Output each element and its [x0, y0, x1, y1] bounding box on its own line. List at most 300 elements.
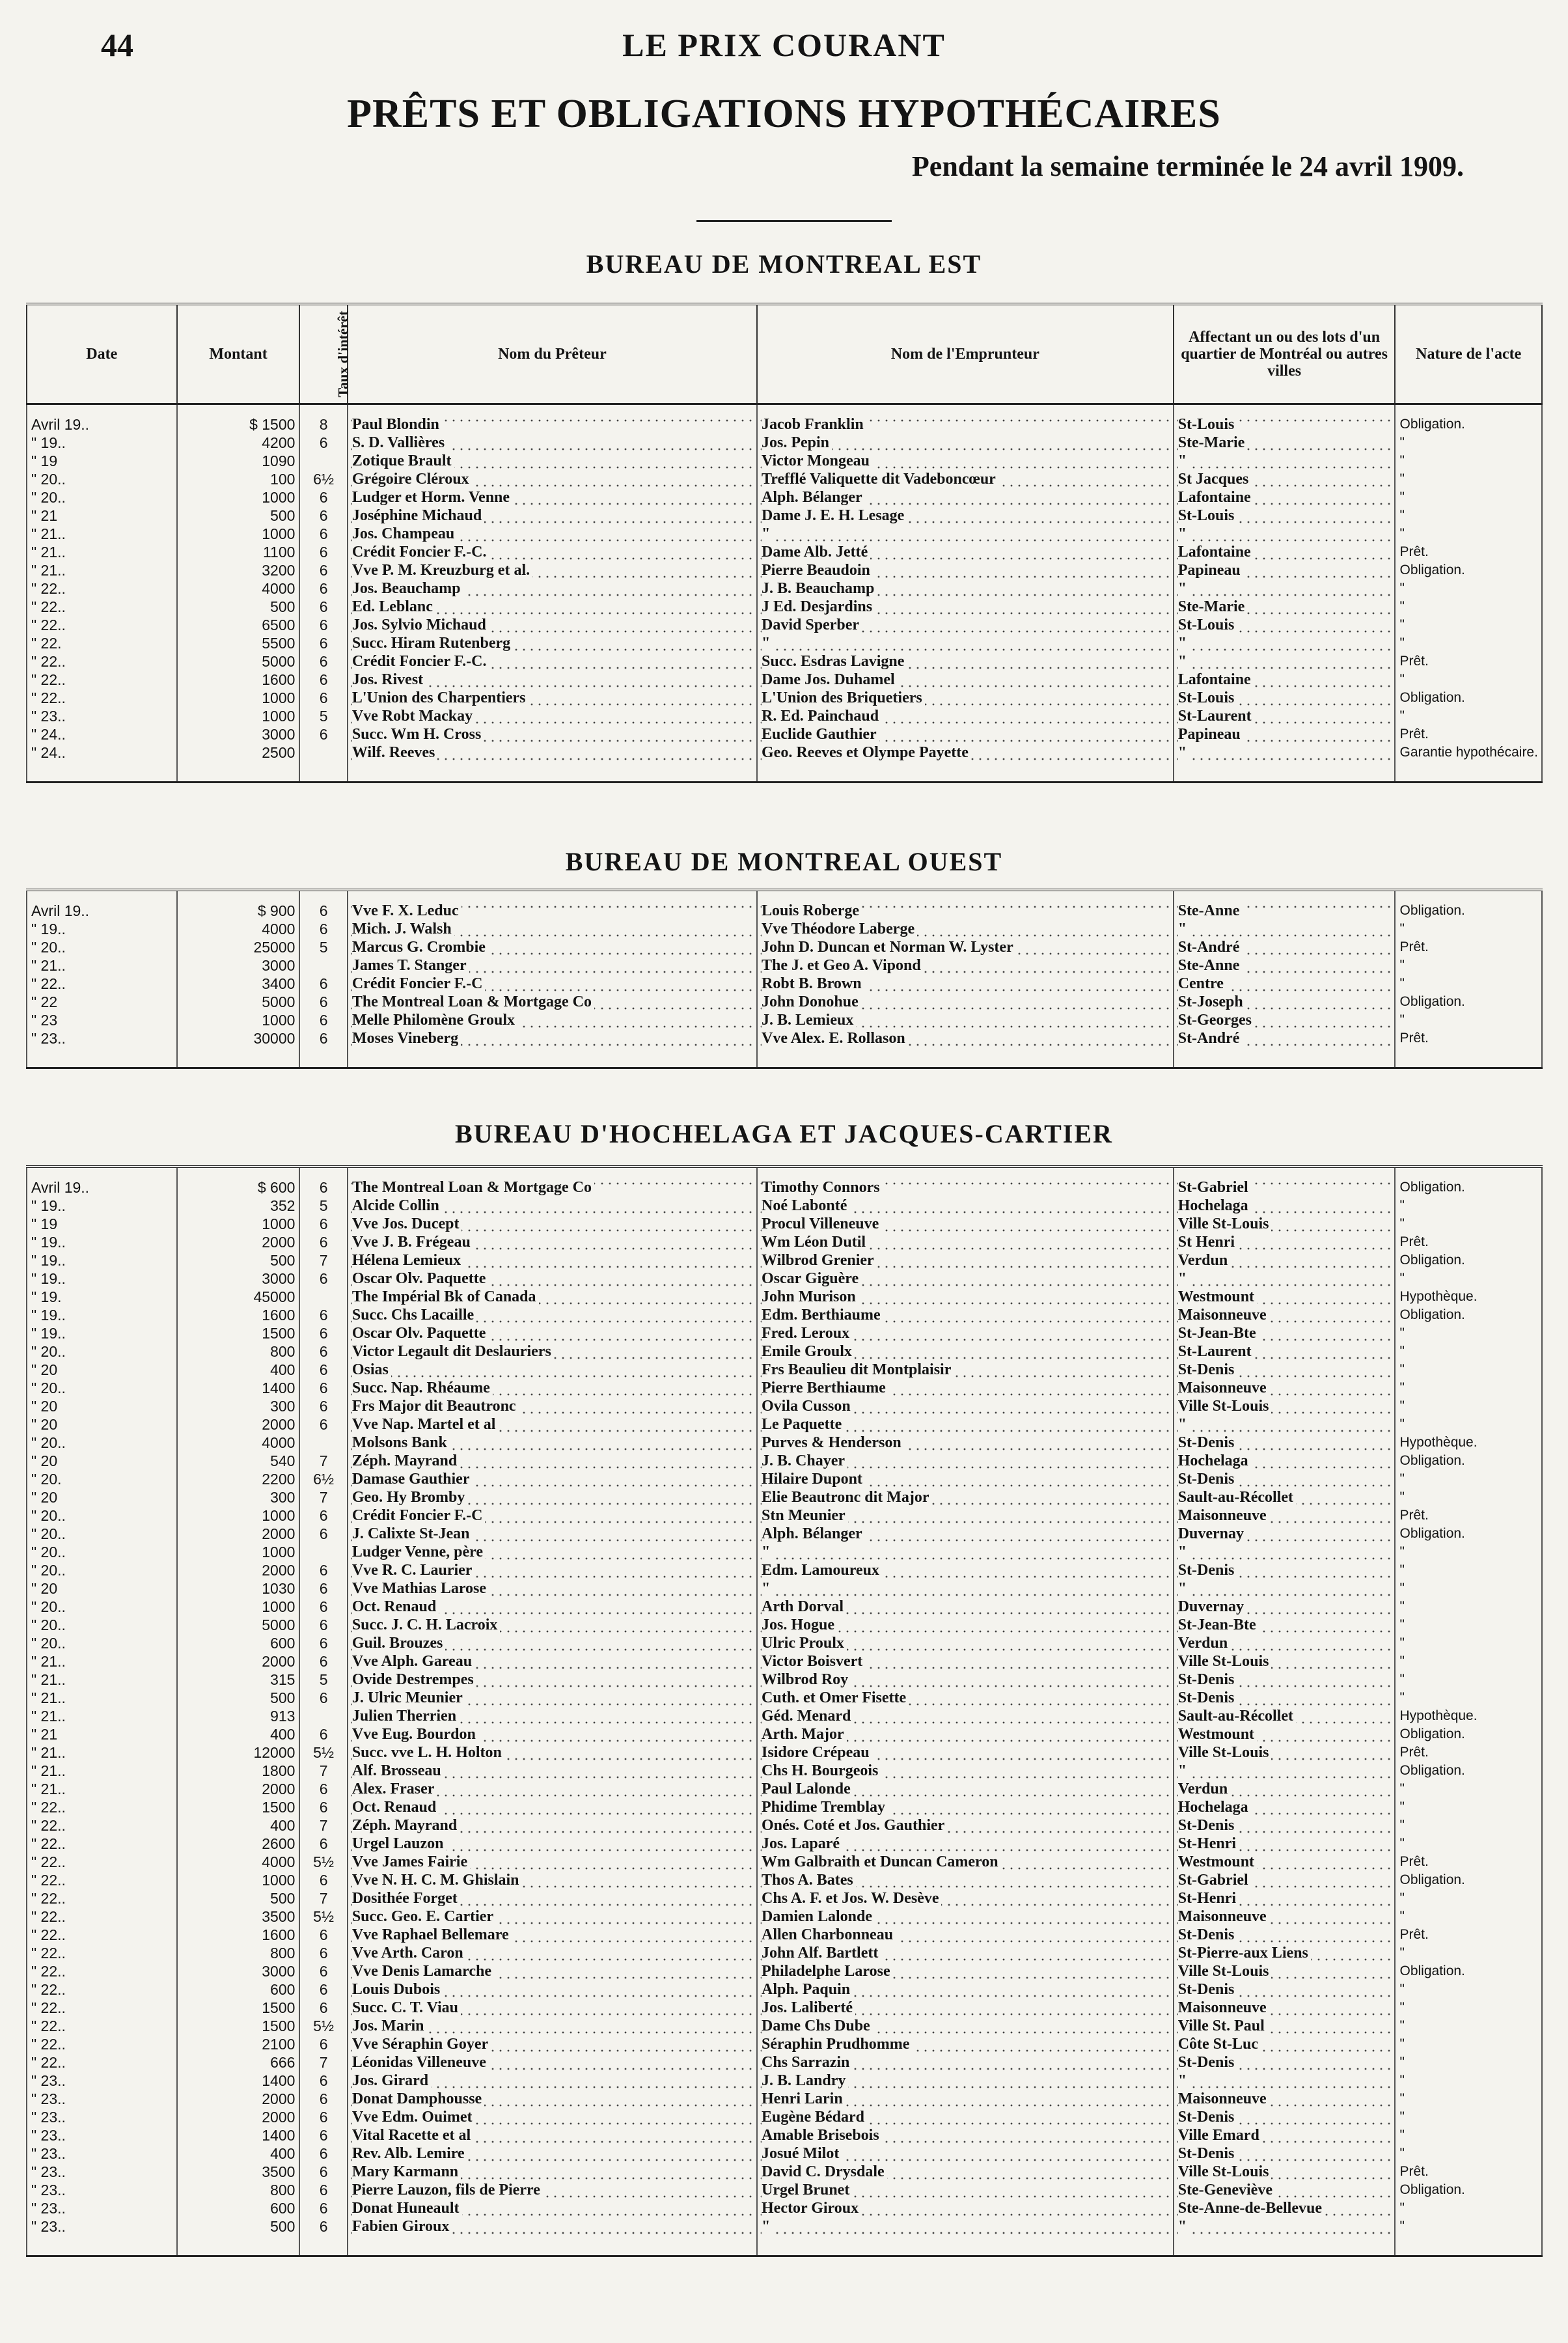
cell-date: " 22.. — [27, 652, 177, 671]
cell-montant: 913 — [177, 1707, 300, 1725]
cell-preteur-text: Osias — [352, 1361, 391, 1378]
cell-quartier — [1174, 890, 1396, 920]
cell-preteur — [348, 993, 757, 1011]
cell-emprunteur-text: Jos. Pepin — [762, 434, 832, 451]
cell-emprunteur — [757, 1616, 1174, 1634]
cell-preteur-text: Oct. Renaud — [352, 1598, 439, 1615]
cell-preteur — [348, 1853, 757, 1871]
cell-emprunteur — [757, 1962, 1174, 1980]
cell-preteur — [348, 2126, 757, 2144]
cell-emprunteur-text: Paul Lalonde — [762, 1781, 853, 1797]
cell-emprunteur — [757, 434, 1174, 452]
cell-montant: 5000 — [177, 1616, 300, 1634]
cell-quartier — [1174, 1816, 1396, 1835]
cell-emprunteur — [757, 725, 1174, 743]
cell-date: " 20 — [27, 1579, 177, 1598]
cell-montant: 1400 — [177, 1379, 300, 1397]
cell-emprunteur — [757, 2144, 1174, 2163]
cell-taux: 6 — [299, 2217, 347, 2256]
cell-emprunteur-text: Dame Jos. Duhamel — [762, 671, 898, 688]
cell-emprunteur-text: Louis Roberge — [762, 902, 862, 919]
cell-emprunteur — [757, 1907, 1174, 1926]
cell-quartier-text: Centre — [1178, 975, 1226, 992]
cell-emprunteur — [757, 689, 1174, 707]
cell-date: " 22.. — [27, 1871, 177, 1889]
cell-nature: " — [1395, 1361, 1542, 1379]
cell-quartier — [1174, 1835, 1396, 1853]
cell-emprunteur — [757, 1525, 1174, 1543]
cell-preteur-text: Crédit Foncier F.-C — [352, 975, 486, 992]
table-row — [27, 1671, 1542, 1689]
cell-montant: 5000 — [177, 652, 300, 671]
table-row — [27, 689, 1542, 707]
cell-date: " 22.. — [27, 2053, 177, 2072]
table-row — [27, 1269, 1542, 1288]
cell-quartier-text: St-Gabriel — [1178, 1179, 1251, 1196]
cell-emprunteur-text: " — [762, 1544, 773, 1560]
cell-preteur-text: Vve N. H. C. M. Ghislain — [352, 1872, 522, 1889]
cell-date: " 21.. — [27, 1743, 177, 1762]
cell-quartier-text: Ste-Marie — [1178, 598, 1248, 615]
cell-quartier — [1174, 2035, 1396, 2053]
cell-montant: 2000 — [177, 2108, 300, 2126]
cell-date: " 21 — [27, 1725, 177, 1743]
cell-montant: 800 — [177, 2181, 300, 2199]
cell-nature: " — [1395, 525, 1542, 543]
cell-emprunteur — [757, 2126, 1174, 2144]
cell-emprunteur — [757, 2053, 1174, 2072]
cell-taux: 6 — [299, 634, 347, 652]
cell-emprunteur — [757, 920, 1174, 938]
table-row — [27, 404, 1542, 434]
table-row — [27, 1743, 1542, 1762]
cell-montant: 30000 — [177, 1029, 300, 1068]
cell-nature: " — [1395, 2144, 1542, 2163]
cell-quartier — [1174, 1762, 1396, 1780]
cell-preteur — [348, 890, 757, 920]
table-row — [27, 938, 1542, 956]
cell-emprunteur-text: " — [762, 2218, 773, 2235]
cell-preteur-text: Dosithée Forget — [352, 1890, 460, 1907]
cell-preteur-text: The Montreal Loan & Mortgage Co — [352, 1179, 594, 1196]
cell-montant: 2200 — [177, 1470, 300, 1488]
cell-taux: 6 — [299, 2090, 347, 2108]
cell-quartier-text: Papineau — [1178, 562, 1243, 579]
cell-preteur — [348, 1926, 757, 1944]
cell-preteur — [348, 920, 757, 938]
cell-quartier — [1174, 1616, 1396, 1634]
cell-quartier — [1174, 938, 1396, 956]
cell-taux: 6 — [299, 2144, 347, 2163]
cell-preteur — [348, 1907, 757, 1926]
cell-emprunteur-text: Emile Groulx — [762, 1343, 855, 1360]
cell-quartier-text: Sault-au-Récollet — [1178, 1708, 1296, 1725]
cell-montant: 2000 — [177, 1525, 300, 1543]
cell-quartier-text: Ste-Marie — [1178, 434, 1248, 451]
cell-nature: " — [1395, 2035, 1542, 2053]
cell-nature: Obligation. — [1395, 1525, 1542, 1543]
cell-emprunteur — [757, 1434, 1174, 1452]
cell-preteur — [348, 707, 757, 725]
cell-quartier-text: St-Denis — [1178, 2054, 1237, 2071]
cell-taux — [299, 743, 347, 783]
cell-preteur — [348, 1269, 757, 1288]
cell-quartier-text: Lafontaine — [1178, 544, 1254, 561]
cell-date: " 20 — [27, 1415, 177, 1434]
cell-quartier-text: Ville St-Louis — [1178, 1963, 1272, 1980]
cell-date: " 20.. — [27, 1506, 177, 1525]
cell-date: " 22.. — [27, 2035, 177, 2053]
cell-quartier-text: " — [1178, 580, 1189, 597]
cell-emprunteur-text: J. B. Chayer — [762, 1452, 847, 1469]
cell-quartier-text: Ville St-Louis — [1178, 1398, 1272, 1415]
cell-taux — [299, 452, 347, 470]
cell-quartier-text: Westmount — [1178, 1726, 1257, 1743]
cell-montant: 1000 — [177, 525, 300, 543]
cell-preteur — [348, 1762, 757, 1780]
table-row — [27, 616, 1542, 634]
table-row — [27, 1215, 1542, 1233]
cell-montant: 1400 — [177, 2072, 300, 2090]
cell-emprunteur — [757, 1853, 1174, 1871]
cell-quartier — [1174, 2017, 1396, 2035]
column-header-taux — [299, 304, 351, 404]
cell-quartier-text: St-Gabriel — [1178, 1872, 1251, 1889]
cell-nature: " — [1395, 634, 1542, 652]
cell-montant: 1090 — [177, 452, 300, 470]
cell-taux: 6½ — [299, 470, 347, 488]
cell-montant: 1500 — [177, 1999, 300, 2017]
cell-emprunteur-text: Séraphin Prudhomme — [762, 2036, 912, 2053]
cell-date: " 19.. — [27, 1233, 177, 1251]
cell-taux: 5½ — [299, 1907, 347, 1926]
cell-emprunteur — [757, 1889, 1174, 1907]
cell-taux — [299, 1707, 347, 1725]
cell-emprunteur-text: Edm. Lamoureux — [762, 1562, 882, 1579]
cell-taux: 6 — [299, 975, 347, 993]
cell-taux: 6 — [299, 598, 347, 616]
cell-quartier — [1174, 1415, 1396, 1434]
table-row — [27, 488, 1542, 506]
cell-preteur — [348, 1506, 757, 1525]
table-row — [27, 1816, 1542, 1835]
cell-montant: 800 — [177, 1944, 300, 1962]
cell-emprunteur — [757, 1415, 1174, 1434]
cell-quartier — [1174, 1798, 1396, 1816]
table-row — [27, 1598, 1542, 1616]
journal-title: LE PRIX COURANT — [622, 27, 946, 63]
cell-quartier — [1174, 1725, 1396, 1743]
table-row — [27, 579, 1542, 598]
cell-preteur-text: Geo. Hy Bromby — [352, 1489, 468, 1506]
cell-date: " 21.. — [27, 956, 177, 975]
cell-preteur-text: Wilf. Reeves — [352, 744, 438, 761]
table-row — [27, 2053, 1542, 2072]
cell-quartier — [1174, 1561, 1396, 1579]
cell-preteur-text: Jos. Marin — [352, 2017, 427, 2034]
cell-quartier — [1174, 1324, 1396, 1342]
cell-emprunteur-text: Dame J. E. H. Lesage — [762, 507, 907, 524]
cell-nature: " — [1395, 579, 1542, 598]
cell-emprunteur-text: Wm Galbraith et Duncan Cameron — [762, 1853, 1001, 1870]
cell-emprunteur-text: Victor Mongeau — [762, 452, 872, 469]
cell-quartier-text: St-Denis — [1178, 2145, 1237, 2162]
cell-emprunteur — [757, 1762, 1174, 1780]
cell-emprunteur-text: Timothy Connors — [762, 1179, 883, 1196]
cell-preteur-text: Oct. Renaud — [352, 1799, 439, 1816]
cell-nature: " — [1395, 1379, 1542, 1397]
cell-taux: 6 — [299, 920, 347, 938]
cell-quartier-text: St-Denis — [1178, 1562, 1237, 1579]
cell-montant: 1500 — [177, 1324, 300, 1342]
cell-emprunteur — [757, 2108, 1174, 2126]
cell-quartier — [1174, 1780, 1396, 1798]
table-row — [27, 1871, 1542, 1889]
table-row — [27, 890, 1542, 920]
cell-date: " 21.. — [27, 525, 177, 543]
cell-quartier — [1174, 1853, 1396, 1871]
cell-date: " 19.. — [27, 1197, 177, 1215]
cell-quartier — [1174, 1999, 1396, 2017]
cell-montant: 400 — [177, 1725, 300, 1743]
cell-date: " 20 — [27, 1397, 177, 1415]
table-row — [27, 2144, 1542, 2163]
cell-emprunteur-text: Phidime Tremblay — [762, 1799, 888, 1816]
cell-preteur-text: Alf. Brosseau — [352, 1762, 444, 1779]
cell-preteur — [348, 1415, 757, 1434]
cell-quartier — [1174, 598, 1396, 616]
cell-taux: 6 — [299, 1634, 347, 1652]
cell-nature: Prêt. — [1395, 1853, 1542, 1871]
cell-preteur — [348, 1579, 757, 1598]
cell-preteur-text: Paul Blondin — [352, 416, 442, 433]
cell-emprunteur — [757, 2163, 1174, 2181]
page-number: 44 — [101, 27, 133, 63]
cell-emprunteur — [757, 890, 1174, 920]
cell-quartier-text: St-Denis — [1178, 1689, 1237, 1706]
cell-taux: 6 — [299, 1324, 347, 1342]
cell-emprunteur-text: Wilbrod Grenier — [762, 1252, 877, 1269]
cell-emprunteur — [757, 1598, 1174, 1616]
cell-emprunteur-text: Alph. Bélanger — [762, 489, 865, 506]
cell-montant: 3200 — [177, 561, 300, 579]
cell-preteur — [348, 1871, 757, 1889]
cell-date: " 22.. — [27, 1835, 177, 1853]
table-row — [27, 1167, 1542, 1197]
cell-montant: 3400 — [177, 975, 300, 993]
ledger-table-montreal-ouest — [26, 889, 1543, 1069]
table-row — [27, 2017, 1542, 2035]
table-row — [27, 1379, 1542, 1397]
cell-date: " 22.. — [27, 1926, 177, 1944]
cell-emprunteur — [757, 1306, 1174, 1324]
cell-quartier-text: Maisonneuve — [1178, 1908, 1269, 1925]
cell-quartier-text: Verdun — [1178, 1635, 1230, 1652]
cell-nature: " — [1395, 707, 1542, 725]
cell-nature: " — [1395, 1816, 1542, 1835]
cell-date: " 23.. — [27, 2090, 177, 2108]
cell-nature: " — [1395, 1598, 1542, 1616]
cell-montant: 800 — [177, 1342, 300, 1361]
section-title-montreal-est: BUREAU DE MONTREAL EST — [586, 249, 982, 279]
cell-montant: 4000 — [177, 1853, 300, 1871]
cell-preteur-text: J. Ulric Meunier — [352, 1689, 465, 1706]
cell-preteur-text: Mary Karmann — [352, 2163, 461, 2180]
cell-emprunteur-text: Damien Lalonde — [762, 1908, 875, 1925]
cell-date: " 23 — [27, 1011, 177, 1029]
cell-quartier — [1174, 579, 1396, 598]
cell-nature: " — [1395, 1999, 1542, 2017]
cell-nature: " — [1395, 452, 1542, 470]
cell-taux: 6 — [299, 2126, 347, 2144]
cell-emprunteur-text: Dame Alb. Jetté — [762, 544, 870, 561]
cell-taux: 6 — [299, 1379, 347, 1397]
table-row — [27, 1853, 1542, 1871]
cell-montant: 3000 — [177, 725, 300, 743]
cell-nature: " — [1395, 616, 1542, 634]
cell-montant: 6500 — [177, 616, 300, 634]
cell-preteur-text: Jos. Sylvio Michaud — [352, 617, 489, 633]
cell-nature: " — [1395, 488, 1542, 506]
table-row — [27, 1525, 1542, 1543]
cell-preteur — [348, 2199, 757, 2217]
cell-quartier-text: St-Denis — [1178, 1817, 1237, 1834]
cell-quartier — [1174, 1598, 1396, 1616]
section-title-hochelaga: BUREAU D'HOCHELAGA ET JACQUES-CARTIER — [455, 1119, 1113, 1148]
cell-taux: 6 — [299, 2163, 347, 2181]
cell-nature: Prêt. — [1395, 938, 1542, 956]
cell-preteur-text: Succ. Hiram Rutenberg — [352, 635, 513, 652]
column-header-date: Date — [27, 304, 177, 404]
cell-date: " 20 — [27, 1361, 177, 1379]
cell-preteur-text: Succ. Wm H. Cross — [352, 726, 484, 743]
cell-emprunteur — [757, 1707, 1174, 1725]
cell-preteur — [348, 2163, 757, 2181]
cell-emprunteur-text: Euclide Gauthier — [762, 726, 879, 743]
cell-taux: 5 — [299, 707, 347, 725]
cell-emprunteur — [757, 1361, 1174, 1379]
cell-taux: 6 — [299, 1725, 347, 1743]
cell-emprunteur — [757, 743, 1174, 783]
cell-quartier-text: St-Denis — [1178, 1471, 1237, 1488]
cell-emprunteur-text: Chs H. Bourgeois — [762, 1762, 881, 1779]
cell-quartier-text: Hochelaga — [1178, 1799, 1251, 1816]
cell-nature: Obligation. — [1395, 1962, 1542, 1980]
cell-quartier-text: St Henri — [1178, 1234, 1237, 1251]
table-row — [27, 1011, 1542, 1029]
cell-preteur-text: The Impérial Bk of Canada — [352, 1288, 539, 1305]
cell-montant: 1600 — [177, 1926, 300, 1944]
cell-preteur — [348, 1725, 757, 1743]
cell-quartier — [1174, 543, 1396, 561]
cell-quartier-text: Westmount — [1178, 1853, 1257, 1870]
cell-taux: 6 — [299, 616, 347, 634]
cell-emprunteur-text: Robt B. Brown — [762, 975, 864, 992]
cell-nature: " — [1395, 1671, 1542, 1689]
cell-preteur-text: Molsons Bank — [352, 1434, 450, 1451]
cell-emprunteur — [757, 1029, 1174, 1068]
cell-taux: 5½ — [299, 1743, 347, 1762]
ledger-table-hochelaga — [26, 1165, 1543, 2257]
cell-preteur — [348, 1361, 757, 1379]
cell-preteur — [348, 1634, 757, 1652]
cell-quartier-text: St-Louis — [1178, 507, 1237, 524]
cell-emprunteur-text: Isidore Crépeau — [762, 1744, 872, 1761]
cell-quartier — [1174, 434, 1396, 452]
cell-date: " 22.. — [27, 1798, 177, 1816]
cell-preteur-text: Vve Denis Lamarche — [352, 1963, 494, 1980]
cell-preteur — [348, 1707, 757, 1725]
cell-emprunteur-text: J. B. Beauchamp — [762, 580, 877, 597]
cell-date: " 20.. — [27, 1561, 177, 1579]
cell-quartier — [1174, 1543, 1396, 1561]
cell-quartier — [1174, 1889, 1396, 1907]
cell-date: " 19.. — [27, 1306, 177, 1324]
cell-preteur-text: Vve Alph. Gareau — [352, 1653, 475, 1670]
table-row — [27, 975, 1542, 993]
cell-emprunteur-text: Thos A. Bates — [762, 1872, 856, 1889]
cell-nature: " — [1395, 1579, 1542, 1598]
cell-emprunteur — [757, 1634, 1174, 1652]
cell-emprunteur — [757, 1999, 1174, 2017]
cell-nature: " — [1395, 1980, 1542, 1999]
cell-emprunteur-text: Allen Charbonneau — [762, 1926, 896, 1943]
cell-montant: 500 — [177, 2217, 300, 2256]
cell-emprunteur — [757, 1488, 1174, 1506]
cell-nature: " — [1395, 1835, 1542, 1853]
cell-quartier — [1174, 1525, 1396, 1543]
cell-emprunteur-text: Urgel Brunet — [762, 2182, 852, 2198]
cell-nature: " — [1395, 1543, 1542, 1561]
cell-nature: Garantie hypothécaire. — [1395, 743, 1542, 783]
cell-preteur-text: Oscar Olv. Paquette — [352, 1325, 489, 1342]
table-row — [27, 1634, 1542, 1652]
cell-preteur-text: Vve Raphael Bellemare — [352, 1926, 512, 1943]
cell-emprunteur-text: Hilaire Dupont — [762, 1471, 865, 1488]
cell-taux: 7 — [299, 2053, 347, 2072]
cell-preteur — [348, 1324, 757, 1342]
cell-quartier-text: St-Louis — [1178, 617, 1237, 633]
cell-preteur — [348, 1671, 757, 1689]
cell-montant: 25000 — [177, 938, 300, 956]
cell-nature: Prêt. — [1395, 652, 1542, 671]
cell-date: " 21 — [27, 506, 177, 525]
cell-emprunteur-text: Stn Meunier — [762, 1507, 848, 1524]
cell-preteur-text: Vve Edm. Ouimet — [352, 2109, 475, 2126]
cell-emprunteur-text: Trefflé Valiquette dit Vadeboncœur — [762, 471, 998, 488]
cell-quartier — [1174, 707, 1396, 725]
cell-taux — [299, 956, 347, 975]
cell-taux: 6 — [299, 1342, 347, 1361]
cell-quartier — [1174, 1452, 1396, 1470]
cell-preteur — [348, 1011, 757, 1029]
cell-taux: 6 — [299, 1652, 347, 1671]
cell-preteur-text: Zéph. Mayrand — [352, 1817, 460, 1834]
cell-taux: 7 — [299, 1452, 347, 1470]
cell-quartier-text: St-Georges — [1178, 1012, 1254, 1029]
cell-date: " 22.. — [27, 1889, 177, 1907]
table-row — [27, 671, 1542, 689]
cell-date: " 20.. — [27, 488, 177, 506]
table-row — [27, 1361, 1542, 1379]
cell-preteur — [348, 452, 757, 470]
cell-preteur — [348, 1197, 757, 1215]
cell-emprunteur-text: Henri Larin — [762, 2090, 846, 2107]
cell-emprunteur — [757, 956, 1174, 975]
cell-preteur — [348, 2181, 757, 2199]
cell-taux: 6 — [299, 1011, 347, 1029]
cell-quartier — [1174, 975, 1396, 993]
